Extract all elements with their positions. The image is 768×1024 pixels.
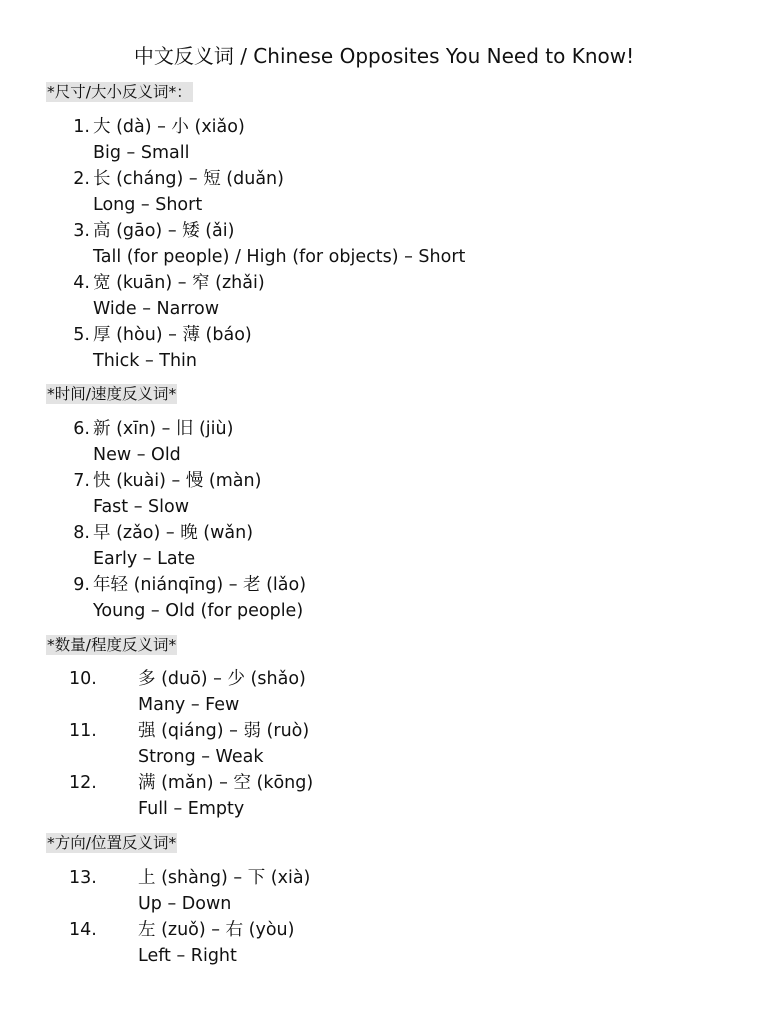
section-heading-direction: *方向/位置反义词*	[47, 834, 177, 852]
item-chinese-line: 大 (dà) – 小 (xiǎo)	[93, 117, 245, 137]
list-item	[0, 468, 768, 520]
item-meaning: Up – Down	[138, 894, 232, 914]
section-heading-time: *时间/速度反义词*	[47, 385, 177, 403]
section-heading-quantity: *数量/程度反义词*	[47, 636, 177, 654]
list-item	[0, 416, 768, 468]
item-chinese-line: 新 (xīn) – 旧 (jiù)	[93, 419, 234, 439]
item-meaning: Left – Right	[138, 946, 237, 966]
item-number: 14.	[69, 920, 97, 940]
item-meaning: Early – Late	[93, 549, 196, 569]
item-number: 3.	[73, 221, 90, 241]
list-item	[0, 572, 768, 624]
item-number: 8.	[73, 523, 90, 543]
item-meaning: Wide – Narrow	[93, 299, 220, 319]
item-chinese-line: 上 (shàng) – 下 (xià)	[138, 868, 311, 888]
item-number: 12.	[69, 773, 97, 793]
item-number: 2.	[73, 169, 90, 189]
item-meaning: Tall (for people) / High (for objects) – Short	[93, 247, 466, 267]
list-item	[0, 770, 768, 822]
item-number: 5.	[73, 325, 90, 345]
item-number: 9.	[73, 575, 90, 595]
item-meaning: Thick – Thin	[93, 351, 198, 371]
item-number: 13.	[69, 868, 97, 888]
item-chinese-line: 高 (gāo) – 矮 (ǎi)	[93, 221, 235, 241]
item-meaning: New – Old	[93, 445, 181, 465]
item-meaning: Big – Small	[93, 143, 190, 163]
item-meaning: Fast – Slow	[93, 497, 190, 517]
item-number: 4.	[73, 273, 90, 293]
list-item	[0, 520, 768, 572]
list-item	[0, 270, 768, 322]
item-chinese-line: 多 (duō) – 少 (shǎo)	[138, 669, 306, 689]
item-meaning: Long – Short	[93, 195, 203, 215]
list-item	[0, 218, 768, 270]
item-number: 10.	[69, 669, 97, 689]
list-item	[0, 865, 768, 917]
list-item	[0, 666, 768, 718]
list-item	[0, 166, 768, 218]
item-meaning: Full – Empty	[138, 799, 245, 819]
list-item	[0, 114, 768, 166]
list-item	[0, 917, 768, 969]
item-chinese-line: 宽 (kuān) – 窄 (zhǎi)	[93, 273, 265, 293]
list-item	[0, 718, 768, 770]
page-title: 中文反义词 / Chinese Opposites You Need to Know!	[133, 44, 635, 68]
item-meaning: Many – Few	[138, 695, 240, 715]
item-number: 11.	[69, 721, 97, 741]
section-heading-size: *尺寸/大小反义词*：	[47, 83, 192, 101]
item-chinese-line: 早 (zǎo) – 晚 (wǎn)	[93, 523, 254, 543]
item-number: 1.	[73, 117, 90, 137]
list-item	[0, 322, 768, 374]
item-chinese-line: 快 (kuài) – 慢 (màn)	[93, 471, 262, 491]
item-number: 7.	[73, 471, 90, 491]
item-meaning: Young – Old (for people)	[93, 601, 304, 621]
item-chinese-line: 长 (cháng) – 短 (duǎn)	[93, 169, 284, 189]
item-number: 6.	[73, 419, 90, 439]
item-chinese-line: 强 (qiáng) – 弱 (ruò)	[138, 721, 310, 741]
item-chinese-line: 满 (mǎn) – 空 (kōng)	[138, 773, 314, 793]
item-chinese-line: 厚 (hòu) – 薄 (báo)	[93, 325, 252, 345]
item-chinese-line: 年轻 (niánqīng) – 老 (lǎo)	[93, 575, 307, 595]
item-chinese-line: 左 (zuǒ) – 右 (yòu)	[138, 920, 295, 940]
item-meaning: Strong – Weak	[138, 747, 264, 767]
